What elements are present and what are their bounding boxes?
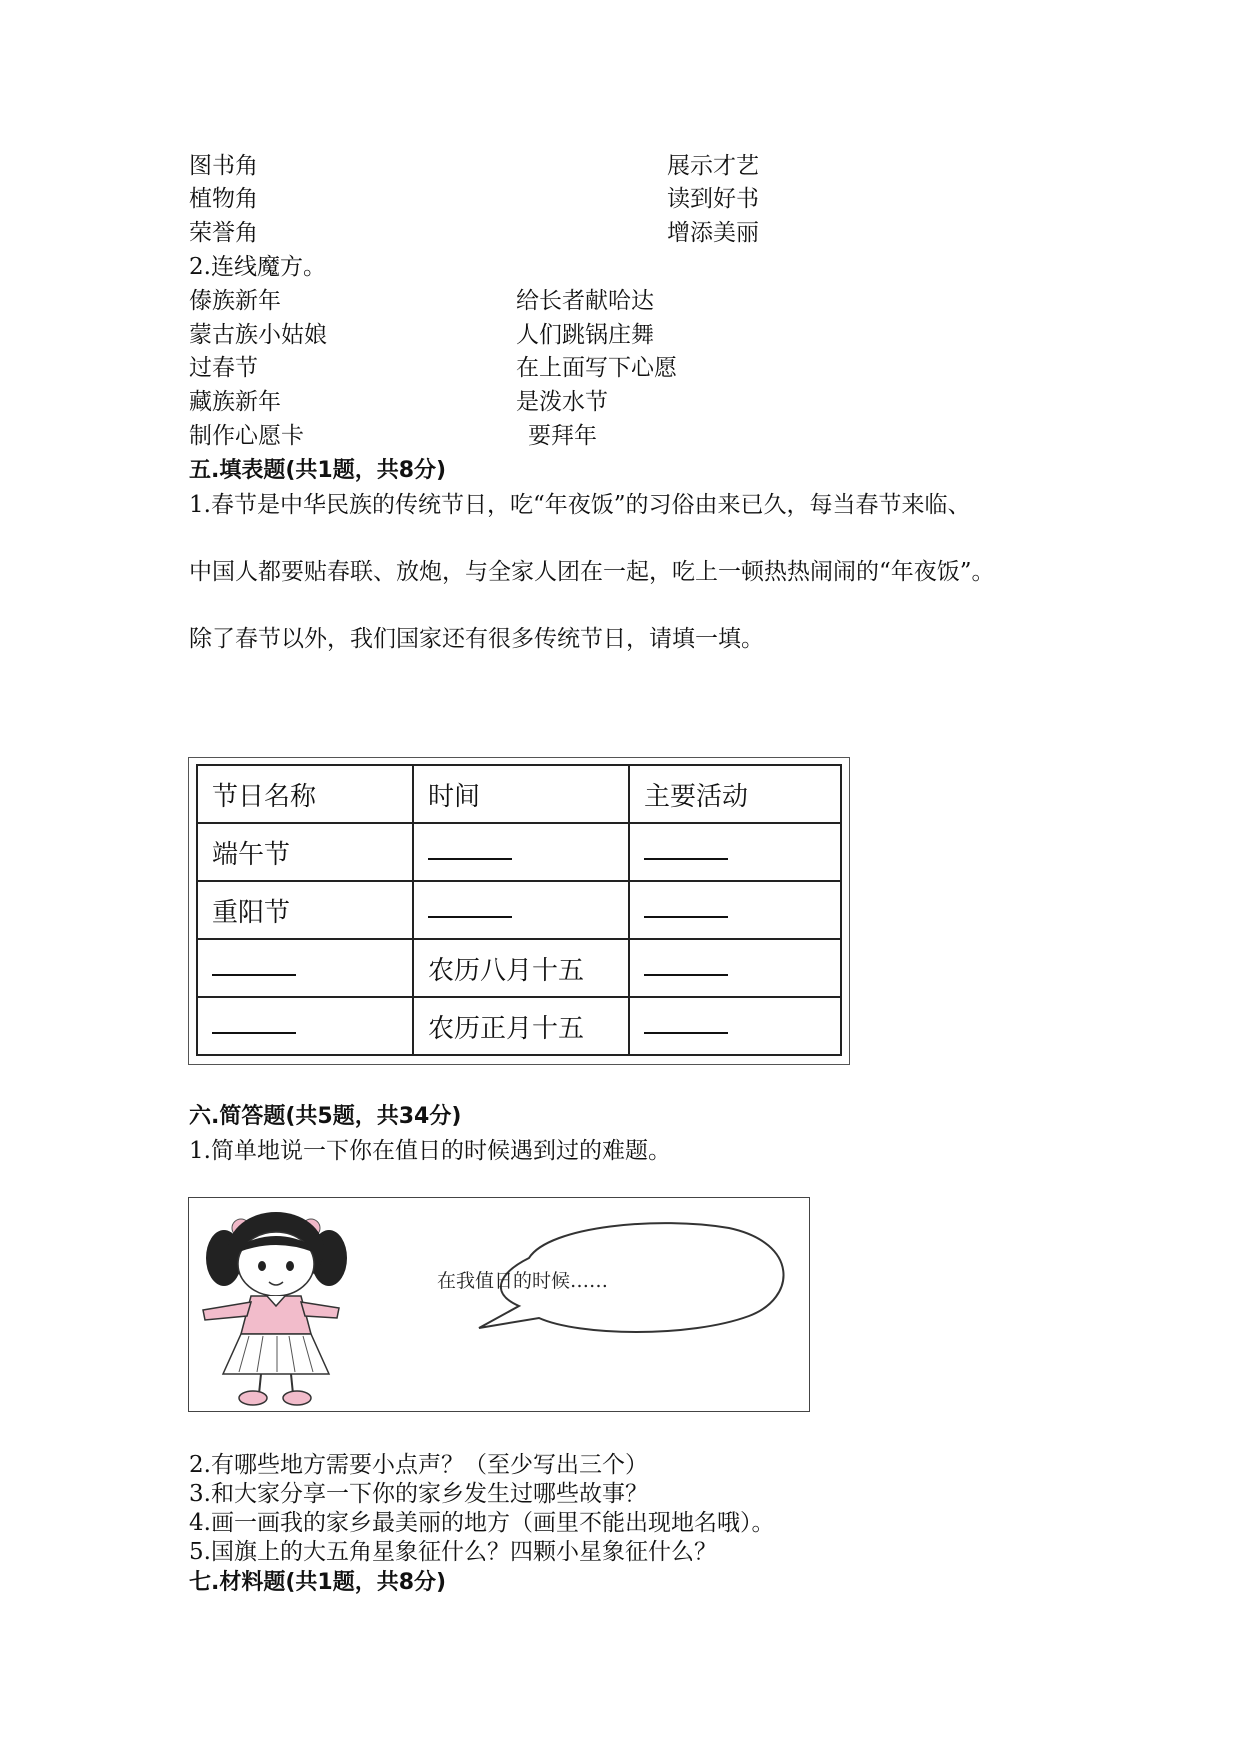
cell-name-blank[interactable]: [197, 939, 413, 997]
header-main-activity: 主要活动: [629, 765, 841, 823]
section6-q1: 1.简单地说一下你在值日的时候遇到过的难题。: [189, 1138, 671, 1164]
blank-line: [212, 956, 296, 976]
cell-activity-blank[interactable]: [629, 881, 841, 939]
section6-q3: 3.和大家分享一下你的家乡发生过哪些故事？: [189, 1481, 648, 1507]
bubble-text: 在我值日的时候……: [437, 1270, 609, 1292]
header-time: 时间: [413, 765, 629, 823]
match2-left-1: 傣族新年: [189, 288, 281, 314]
match2-right-2: 人们跳锅庄舞: [516, 322, 654, 348]
match2-title: 2.连线魔方。: [189, 254, 326, 280]
section6-q2: 2.有哪些地方需要小点声？（至少写出三个）: [189, 1452, 648, 1478]
match1-right-2: 读到好书: [667, 186, 759, 212]
match2-right-4: 是泼水节: [516, 389, 608, 415]
header-festival-name: 节日名称: [197, 765, 413, 823]
match2-right-3: 在上面写下心愿: [516, 355, 677, 381]
table-row: [197, 997, 841, 1055]
section5-q1-line2: 中国人都要贴春联、放炮，与全家人团在一起，吃上一顿热热闹闹的“年夜饭”。: [189, 559, 995, 585]
table-row: [197, 881, 841, 939]
match1-left-2: 植物角: [189, 186, 258, 212]
cell-festival-name: 重阳节: [197, 881, 413, 939]
match2-left-4: 藏族新年: [189, 389, 281, 415]
match2-right-5: 要拜年: [528, 423, 597, 449]
section6-q4: 4.画一画我的家乡最美丽的地方（画里不能出现地名哦）。: [189, 1510, 775, 1536]
blank-line: [644, 898, 728, 918]
section5-q1-line3: 除了春节以外，我们国家还有很多传统节日，请填一填。: [189, 626, 764, 652]
match2-left-3: 过春节: [189, 355, 258, 381]
table-row: [197, 939, 841, 997]
blank-line: [428, 898, 512, 918]
cell-activity-blank[interactable]: [629, 997, 841, 1055]
match1-right-3: 增添美丽: [667, 220, 759, 246]
section6-heading: 六.简答题(共5题，共34分): [189, 1104, 462, 1129]
cell-time-blank[interactable]: [413, 881, 629, 939]
match2-left-2: 蒙古族小姑娘: [189, 322, 327, 348]
cell-activity-blank[interactable]: [629, 939, 841, 997]
blank-line: [644, 1014, 728, 1034]
match2-right-1: 给长者献哈达: [516, 288, 654, 314]
match1-left-1: 图书角: [189, 153, 258, 179]
festival-table: [196, 764, 842, 1056]
blank-line: [644, 956, 728, 976]
cell-name-blank[interactable]: [197, 997, 413, 1055]
girl-cartoon-image: [189, 1198, 809, 1411]
blank-line: [428, 840, 512, 860]
table-header-row: [197, 765, 841, 823]
table-row: [197, 823, 841, 881]
match2-left-5: 制作心愿卡: [189, 423, 304, 449]
section7-heading: 七.材料题(共1题，共8分): [189, 1570, 447, 1595]
cell-time-blank[interactable]: [413, 823, 629, 881]
match1-right-1: 展示才艺: [667, 153, 759, 179]
girl-speech-illustration: [188, 1197, 810, 1412]
cell-festival-name: 端午节: [197, 823, 413, 881]
match1-left-3: 荣誉角: [189, 220, 258, 246]
cell-time: 农历正月十五: [413, 997, 629, 1055]
blank-line: [212, 1014, 296, 1034]
section5-heading: 五.填表题(共1题，共8分): [189, 458, 447, 483]
cell-activity-blank[interactable]: [629, 823, 841, 881]
section5-q1-line1: 1.春节是中华民族的传统节日，吃“年夜饭”的习俗由来已久，每当春节来临、: [189, 492, 971, 518]
blank-line: [644, 840, 728, 860]
section6-q5: 5.国旗上的大五角星象征什么？四颗小星象征什么？: [189, 1539, 717, 1565]
cell-time: 农历八月十五: [413, 939, 629, 997]
